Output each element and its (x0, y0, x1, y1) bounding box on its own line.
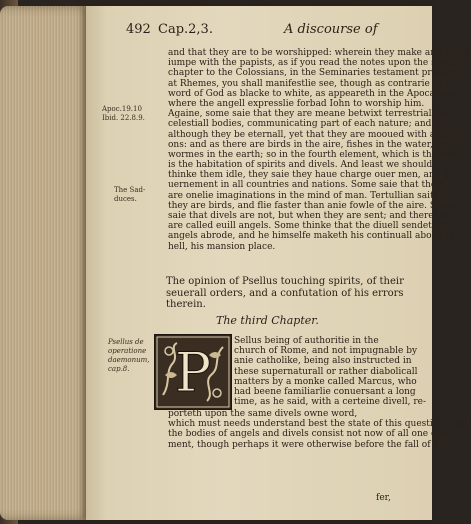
decorated-initial (154, 334, 232, 410)
text-line: thinke them idle, they saie they haue charge ouer men, and go- (168, 170, 458, 181)
margin-note-line: Apoc.19.10 (102, 105, 142, 113)
page-number: 492 (126, 22, 151, 37)
text-line: ment, though perhaps it were otherwise before the fall of Luci- (168, 439, 457, 450)
summary-line: The opinion of Psellus touching spirits, of their (166, 276, 404, 287)
opening-paragraph (234, 336, 427, 408)
margin-note-line: The Sad- (114, 186, 146, 194)
text-line: anie catholike, being also instructed in (234, 356, 412, 367)
text-line: had beene familiarlie conuersant a long (234, 386, 416, 397)
text-line: which must needs understand best the state of this question, that (168, 419, 469, 430)
margin-note-line: Ibid. 22.8.9. (102, 114, 145, 122)
text-line: hell, his mansion place. (168, 241, 276, 252)
text-line: Sellus being of authoritie in the (234, 336, 379, 346)
margin-note-sadducees (114, 186, 162, 204)
text-line: celestiall bodies, communicating part of each nature; and that (168, 119, 453, 130)
chapter-reference: Cap.2,3. (158, 22, 213, 37)
text-line: are onelie imaginations in the mind of man. Tertullian saith (168, 190, 440, 201)
text-line: iumpe with the papists, as if you read the notes upon the second (168, 58, 464, 69)
text-line: saie that divels are not, but when they are sent; and therefore (168, 211, 452, 221)
text-line: at Rhemes, you shall manifestlie see, though as contrarie to the (168, 78, 460, 89)
text-line: wormes in the earth; so in the fourth element, which is the fier, (168, 149, 458, 160)
text-line: church of Rome, and not impugnable by (234, 346, 418, 357)
text-line: porteth upon the same divels owne word, (168, 409, 358, 419)
body-text (168, 48, 471, 252)
chapter-title: The third Chapter. (216, 314, 319, 327)
text-line: where the angell expresslie forbad Iohn to worship him. (168, 98, 425, 109)
chapter-summary (166, 276, 422, 311)
drop-cap-letter: P (174, 341, 212, 404)
margin-note-line: cap.8. (108, 365, 130, 373)
running-head: A discourse of (284, 22, 378, 37)
text-line: they are birds, and flie faster than anie fowle of the aire. Some (168, 200, 456, 211)
text-line: these supernaturall or rather diabolicall (234, 366, 418, 377)
text-line: time, as he said, with a certeine divell, re- (234, 397, 427, 408)
text-line: ons: and as there are birds in the aire, fishes in the water, and (168, 139, 453, 150)
text-line: angels abrode, and he himselfe maketh his continuall abode in (168, 231, 455, 242)
text-line: the bodies of angels and divels consist not now of all one ele- (168, 429, 448, 440)
margin-note-line: daemonum, (108, 356, 150, 364)
summary-line: seuerall orders, and a confutation of his errors (166, 287, 404, 299)
continuation-text (168, 409, 469, 450)
text-line: Againe, some saie that they are meane betwixt terrestriall and (168, 109, 455, 120)
text-line: and that they are to be worshipped: wherein they make and agree (168, 48, 471, 58)
text-line: matters by a monke called Marcus, who (234, 376, 417, 387)
text-line: uernement in all countries and nations. Some saie that they (168, 180, 442, 191)
text-line: chapter to the Colossians, in the Seminaries testament printed (168, 68, 456, 79)
text-line: is the habitation of spirits and divels. And least we should (168, 160, 433, 171)
book-page (86, 6, 471, 520)
summary-line: therein. (166, 299, 206, 310)
ornament-initial-graphic (155, 335, 231, 409)
margin-note-line: operatione (108, 347, 147, 355)
margin-note-line: duces. (114, 195, 137, 203)
text-line: although they be eternall, yet that they are mooued with affecti- (168, 129, 462, 140)
page-header (126, 22, 426, 42)
margin-note-apocalypse (102, 105, 162, 123)
page-stack (0, 6, 96, 520)
catchword: fer, (376, 493, 391, 503)
text-line: are called euill angels. Some thinke that the diuell sendeth his (168, 221, 454, 232)
text-line: word of God as blacke to white, as appeareth in the Apocalypse, (168, 88, 462, 99)
margin-note-line: Psellus de (108, 338, 144, 346)
